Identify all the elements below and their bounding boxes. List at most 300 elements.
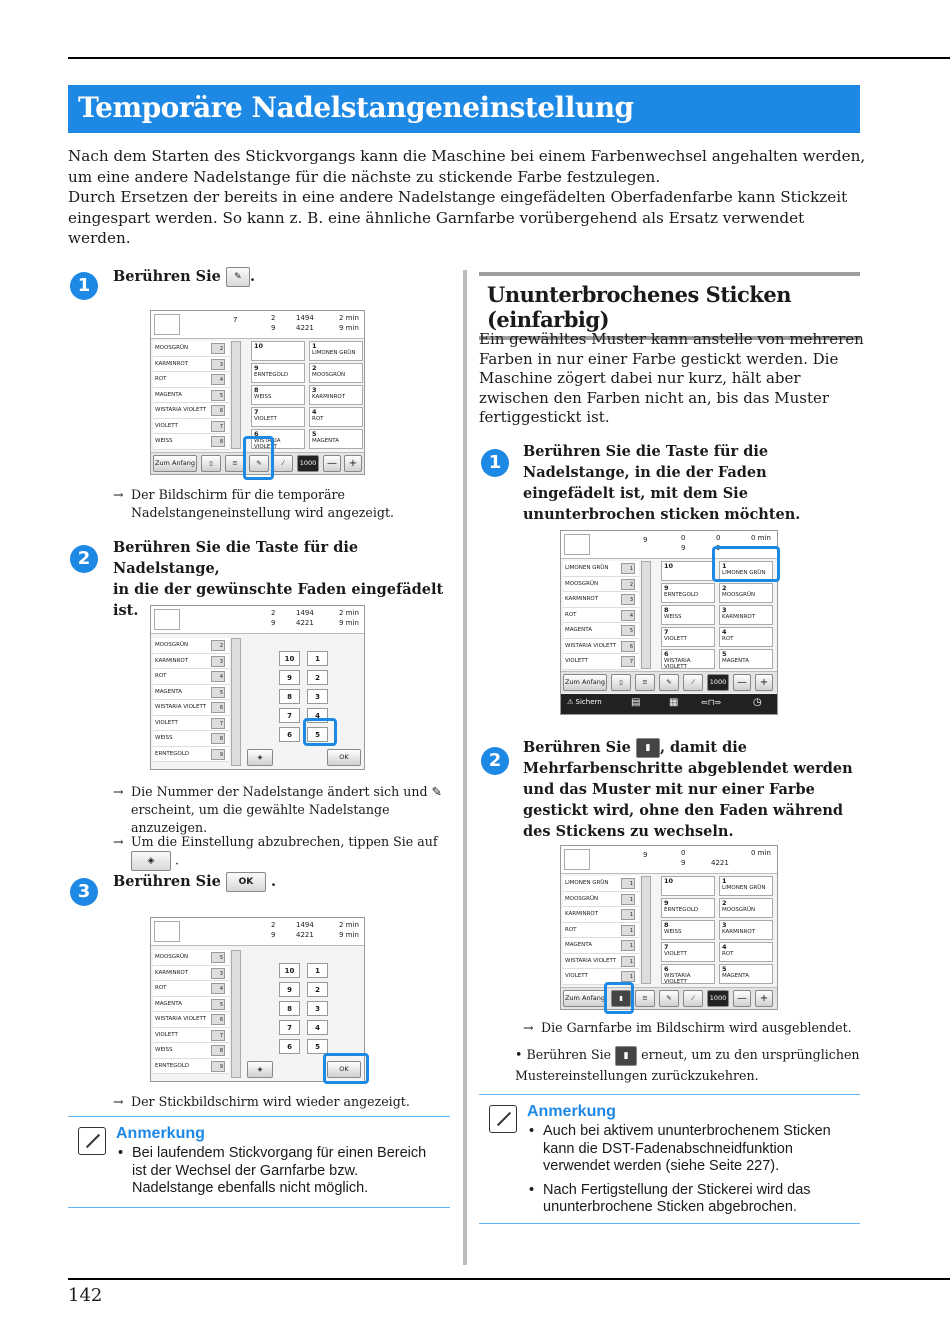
note-item: • Auch bei aktivem ununterbrochenem Sticken kann die DST-Fadenabschneidfunktion verwendet werden (siehe Seite 227).	[529, 1123, 849, 1176]
needle-number: 8	[211, 436, 225, 447]
needle-key[interactable]: 8	[279, 1001, 300, 1016]
needle-cell-number: 3	[722, 606, 727, 614]
needle-cell-number: 3	[312, 386, 317, 394]
color-row[interactable]	[153, 747, 229, 763]
intro-line: Nach dem Starten des Stickvorgangs kann die Maschine bei einem Farbenwechsel angehalten werden,	[68, 147, 866, 165]
time-done: 2 min	[339, 609, 359, 617]
needle-cell[interactable]	[661, 942, 715, 962]
step-number-r2: 2	[481, 747, 509, 775]
needle-number: 3	[621, 594, 635, 605]
color-name: KARMINROT	[155, 657, 189, 664]
screen-header	[151, 606, 364, 634]
thread-button[interactable]: ▯	[611, 674, 631, 691]
color-row[interactable]	[153, 372, 229, 388]
needle-cell-number: 2	[722, 899, 727, 907]
stitch-count: 2	[271, 609, 276, 617]
single-color-button[interactable]: ▮	[611, 990, 631, 1007]
color-row[interactable]	[153, 654, 229, 670]
needle-number: 2	[211, 343, 225, 354]
needle-number: 6	[621, 641, 635, 652]
pattern-thumbnail-icon	[564, 534, 590, 555]
needle-cell-color: ROT	[722, 636, 734, 642]
note-right	[479, 1094, 860, 1224]
needle-key[interactable]: 1	[307, 963, 328, 978]
color-row[interactable]	[563, 876, 639, 892]
needle-key[interactable]: 4	[307, 1020, 328, 1035]
needle-number: 9	[211, 749, 225, 760]
needle-cell[interactable]	[719, 605, 773, 625]
needle-number: 6	[211, 702, 225, 713]
color-row[interactable]	[563, 577, 639, 593]
stitch-total: 4221	[711, 859, 729, 867]
color-name: WISTARIA VIOLETT	[565, 957, 617, 964]
cancel-button[interactable]: ◈	[247, 749, 273, 766]
needle-key[interactable]: 3	[307, 689, 328, 704]
needle-number: 1	[621, 563, 635, 574]
color-row[interactable]	[153, 966, 229, 982]
color-name: KARMINROT	[155, 969, 189, 976]
minus-button[interactable]: —	[733, 990, 751, 1007]
color-row[interactable]	[153, 1028, 229, 1044]
needle-cell-number: 1	[722, 877, 727, 885]
color-name: KARMINROT	[565, 596, 599, 602]
step3-result-text: Der Stickbildschirm wird wieder angezeigt.	[131, 1094, 410, 1109]
step3-suffix: .	[271, 873, 277, 890]
needle-cell-color: MAGENTA	[722, 973, 749, 979]
clock-icon[interactable]: ◷	[753, 697, 762, 708]
step2-result-text: Die Nummer der Nadelstange ändert sich und	[131, 784, 428, 799]
needle-cell[interactable]	[309, 341, 363, 361]
needle-key[interactable]: 5	[307, 1039, 328, 1054]
plus-button[interactable]: +	[755, 674, 773, 691]
color-name: WEISS	[155, 735, 173, 741]
needle-key[interactable]: 7	[279, 1020, 300, 1035]
needle-cell-number: 8	[664, 921, 669, 929]
needle-cell-color: KARMINROT	[312, 394, 346, 400]
color-name: MAGENTA	[155, 1000, 182, 1007]
needle-key[interactable]: 4	[307, 708, 328, 723]
scrollbar[interactable]	[641, 876, 651, 984]
needle-cell[interactable]	[309, 363, 363, 383]
needle-cell[interactable]	[661, 583, 715, 603]
needle-cell-color: ERNTEGOLD	[664, 907, 699, 913]
needle-cell[interactable]	[661, 920, 715, 940]
needle-cell[interactable]	[661, 649, 715, 669]
needle-number: 7	[211, 718, 225, 729]
color-row[interactable]	[153, 1043, 229, 1059]
minus-button[interactable]: —	[323, 455, 341, 472]
color-name: ROT	[155, 376, 167, 382]
needle-cell[interactable]	[719, 942, 773, 962]
step1-result	[113, 486, 453, 522]
trim-button[interactable]: ⁄	[273, 455, 293, 472]
right-step2-label: Berühren Sie	[523, 739, 631, 756]
color-row[interactable]	[153, 419, 229, 435]
needle-number: 1	[621, 909, 635, 920]
needle-number: 1	[621, 925, 635, 936]
needle-cell[interactable]	[719, 964, 773, 984]
note-item: • Nach Fertigstellung der Stickerei wird das ununterbrochene Sticken abgebrochen.	[529, 1182, 849, 1217]
stitch-done: 0	[716, 534, 721, 542]
time-done: 0 min	[751, 849, 771, 857]
needle-cell-number: 10	[664, 562, 674, 570]
needle-cell-color: ERNTEGOLD	[254, 372, 289, 378]
color-name: MAGENTA	[565, 627, 592, 633]
scrollbar[interactable]	[231, 950, 241, 1078]
cancel-button[interactable]: ◈	[247, 1061, 273, 1078]
color-row[interactable]	[153, 997, 229, 1013]
right-step1-text: Berühren Sie die Taste für die Nadelstange, in die der Faden eingefädelt ist, mit dem Sie ununterbrochen sticken möchten.	[523, 443, 801, 523]
needle-cell[interactable]	[309, 385, 363, 405]
needle-number: 3	[211, 968, 225, 979]
needle-cell-color: LIMONEN GRÜN	[722, 570, 766, 576]
color-name: WISTARIA VIOLETT	[155, 1016, 207, 1022]
color-name: ERNTEGOLD	[155, 750, 190, 757]
pattern-thumbnail-icon	[154, 609, 180, 630]
color-row[interactable]	[153, 981, 229, 997]
color-name: MAGENTA	[565, 942, 592, 948]
needle-cell-number: 8	[664, 606, 669, 614]
needle-key[interactable]: 3	[307, 1001, 328, 1016]
needle-cell[interactable]	[661, 605, 715, 625]
needle-cell[interactable]	[251, 341, 305, 361]
needle-setting-button[interactable]: ✎	[659, 674, 679, 691]
needle-number: 4	[621, 610, 635, 621]
note-pencil-icon	[78, 1127, 106, 1155]
ok-key-icon: OK	[226, 872, 266, 892]
needle-cell-number: 2	[312, 364, 317, 372]
color-name: MOOSGRÜN	[155, 954, 189, 960]
needle-cell-number: 10	[254, 342, 264, 350]
needle-position-icon[interactable]: ⇐⊓⇒	[701, 698, 722, 707]
color-name: LIMONEN GRÜN	[565, 565, 609, 571]
needle-cell-number: 7	[664, 628, 669, 636]
needle-cell-color: MOOSGRÜN	[722, 907, 756, 913]
color-row[interactable]	[153, 434, 229, 450]
needle-number: 2	[621, 579, 635, 590]
color-row[interactable]	[153, 1012, 229, 1028]
color-row[interactable]	[153, 357, 229, 373]
color-row[interactable]	[563, 592, 639, 608]
color-name: WEISS	[155, 438, 173, 444]
color-name: WEISS	[155, 1047, 173, 1053]
color-skip-button[interactable]: ≡	[635, 990, 655, 1007]
needle-cell-number: 5	[312, 430, 317, 438]
needle-cell-number: 4	[312, 408, 317, 416]
needle-number: 5	[211, 999, 225, 1010]
needle-key[interactable]: 6	[279, 1039, 300, 1054]
start-button[interactable]: Zum Anfang	[563, 674, 607, 691]
step1-label: Berühren Sie	[113, 268, 221, 285]
needle-changed-icon: ✎	[431, 784, 443, 799]
ok-button[interactable]: OK	[327, 749, 361, 766]
step1-suffix: .	[249, 268, 255, 285]
color-row[interactable]	[153, 638, 229, 654]
needle-cell[interactable]	[661, 876, 715, 896]
right-step2-result-text: Die Garnfarbe im Bildschirm wird ausgeblendet.	[541, 1020, 852, 1035]
color-row[interactable]	[153, 1059, 229, 1075]
color-name: KARMINROT	[155, 360, 189, 367]
needle-cell[interactable]	[719, 898, 773, 918]
needle-setting-button[interactable]: ✎	[659, 990, 679, 1007]
total-count: 9	[681, 859, 686, 867]
needle-key[interactable]: 8	[279, 689, 300, 704]
cancel-key-icon: ◈	[131, 851, 171, 871]
lock-label: Sichern	[575, 698, 602, 706]
needle-number: 5	[211, 952, 225, 963]
stitch-done: 1494	[296, 921, 314, 929]
needle-number: 8	[211, 1045, 225, 1056]
needle-cell-color: KARMINROT	[722, 614, 756, 620]
color-row[interactable]	[563, 639, 639, 655]
highlight-box	[604, 982, 634, 1014]
needle-cell[interactable]	[719, 649, 773, 669]
needle-cell[interactable]	[719, 627, 773, 647]
needle-number: 4	[211, 374, 225, 385]
color-row[interactable]	[153, 950, 229, 966]
plus-button[interactable]: +	[755, 990, 773, 1007]
single-color-key-icon: ▮	[636, 738, 660, 758]
needle-number: 1	[621, 956, 635, 967]
color-name: VIOLETT	[155, 422, 178, 429]
color-row[interactable]	[563, 907, 639, 923]
needle-number: 1	[621, 894, 635, 905]
intro-line: um eine andere Nadelstange für die nächste zu stickende Farbe festzulegen.	[68, 167, 661, 186]
color-row[interactable]	[153, 685, 229, 701]
needle-cell-number: 4	[722, 628, 727, 636]
needle-cell[interactable]	[251, 385, 305, 405]
needle-cell[interactable]	[251, 363, 305, 383]
single-color-key-icon: ▮	[615, 1046, 637, 1066]
stitch-total: 9	[716, 544, 721, 552]
needle-number: 1	[621, 940, 635, 951]
needle-number: 8	[211, 733, 225, 744]
needle-setting-button[interactable]: ✎	[249, 455, 269, 472]
needle-key[interactable]: 7	[279, 708, 300, 723]
right-step2-result	[523, 1019, 863, 1037]
ok-button[interactable]: OK	[327, 1061, 361, 1078]
total-count: 9	[271, 619, 276, 627]
needle-cell-color: ROT	[312, 416, 324, 422]
needle-cell-color: VIOLETT	[664, 951, 687, 957]
thread-button[interactable]: ▯	[201, 455, 221, 472]
color-row[interactable]	[563, 623, 639, 639]
color-skip-button[interactable]: ≡	[225, 455, 245, 472]
step3-result	[113, 1093, 453, 1111]
step2-line: in die der gewünschte Faden eingefädelt ist.	[113, 581, 444, 619]
step2-line: Berühren Sie die Taste für die Nadelstange,	[113, 539, 359, 577]
needle-cell-color: ERNTEGOLD	[664, 592, 699, 598]
stitch-count: 0	[681, 534, 686, 542]
needle-number: 5	[211, 390, 225, 401]
note-list	[118, 1145, 438, 1204]
needle-cell-color: ROT	[722, 951, 734, 957]
needle-cell[interactable]	[719, 920, 773, 940]
color-row[interactable]	[563, 608, 639, 624]
arrow-icon: →	[113, 834, 124, 849]
color-row[interactable]	[563, 892, 639, 908]
needle-key[interactable]: 9	[279, 982, 300, 997]
lock-button[interactable]: ⚠ Sichern	[567, 698, 602, 706]
needle-key[interactable]: 6	[279, 727, 300, 742]
needle-cell-color: MOOSGRÜN	[312, 372, 346, 378]
needle-cell-color: MAGENTA	[312, 438, 339, 444]
bullet-text: erneut, um zu den ursprünglichen Mustereinstellungen zurückzukehren.	[515, 1047, 860, 1083]
plus-button[interactable]: +	[344, 455, 362, 472]
needle-key[interactable]: 5	[307, 727, 328, 742]
needle-cell[interactable]	[719, 583, 773, 603]
color-name: ROT	[565, 611, 577, 618]
needle-cell-number: 4	[722, 943, 727, 951]
step-number-1: 1	[70, 272, 98, 300]
pattern-thumbnail-icon	[154, 921, 180, 942]
highlight-box	[712, 546, 780, 582]
needle-cell-color: LIMONEN GRÜN	[312, 350, 356, 356]
speed-display: 1000	[297, 455, 319, 472]
time-done: 2 min	[339, 314, 359, 322]
right-step2-bullet: • Berühren Sie ▮ erneut, um zu den ursprünglichen Mustereinstellungen zurückzukehren.	[515, 1047, 860, 1083]
needle-cell[interactable]	[251, 407, 305, 427]
color-row[interactable]	[563, 954, 639, 970]
needle-key[interactable]: 1	[307, 651, 328, 666]
intro-line: eingespart werden. So kann z. B. eine ähnliche Garnfarbe vorübergehend als Ersatz verwendet werden.	[68, 208, 805, 247]
trim-button[interactable]: ⁄	[683, 990, 703, 1007]
needle-key[interactable]: 10	[279, 651, 300, 666]
color-list	[153, 638, 229, 762]
needle-cell[interactable]	[661, 964, 715, 984]
needle-number: 6	[211, 405, 225, 416]
note-pencil-icon	[489, 1105, 517, 1133]
color-name: MOOSGRÜN	[155, 345, 189, 351]
color-name: ERNTEGOLD	[155, 1062, 190, 1069]
color-name: WISTARIA VIOLETT	[565, 642, 617, 649]
page-icon[interactable]: ▤	[631, 697, 641, 708]
scrollbar[interactable]	[641, 561, 651, 669]
screen-toolbar	[561, 987, 777, 1009]
screen-r2	[560, 845, 778, 1010]
highlight-box	[243, 436, 274, 480]
color-row[interactable]	[153, 731, 229, 747]
stitch-total: 4221	[296, 619, 314, 627]
color-row[interactable]	[153, 716, 229, 732]
intro-text	[68, 146, 868, 249]
needle-cell-number: 1	[722, 562, 727, 570]
color-name: LIMONEN GRÜN	[565, 880, 609, 886]
note-left	[68, 1116, 450, 1208]
needle-key[interactable]: 2	[307, 982, 328, 997]
step3-text	[113, 871, 276, 892]
color-row[interactable]	[153, 388, 229, 404]
color-row[interactable]	[153, 341, 229, 357]
needle-key[interactable]: 9	[279, 670, 300, 685]
right-step2-text	[523, 737, 863, 842]
needle-key[interactable]: 2	[307, 670, 328, 685]
screen-header	[561, 846, 777, 874]
color-row[interactable]	[153, 700, 229, 716]
color-name: ROT	[565, 926, 577, 933]
color-skip-button[interactable]: ≡	[635, 674, 655, 691]
stitch-count: 0	[681, 849, 686, 857]
stitch-total: 4221	[296, 931, 314, 939]
scrollbar[interactable]	[231, 341, 241, 449]
color-row[interactable]	[563, 938, 639, 954]
stitch-done: 1494	[296, 609, 314, 617]
color-name: WISTARIA VIOLETT	[155, 704, 207, 710]
needle-cell[interactable]	[661, 627, 715, 647]
color-row[interactable]	[563, 923, 639, 939]
time-done: 2 min	[339, 921, 359, 929]
color-row[interactable]	[153, 669, 229, 685]
needle-cell-color: LIMONEN GRÜN	[722, 885, 766, 891]
needle-cell[interactable]	[719, 876, 773, 896]
color-name: WISTARIA VIOLETT	[155, 407, 207, 413]
step3-label: Berühren Sie	[113, 873, 221, 890]
screen-header	[151, 311, 364, 339]
note-list	[529, 1123, 849, 1223]
start-button[interactable]: Zum Anfang	[563, 990, 607, 1007]
speed-display: 1000	[707, 674, 729, 691]
needle-cell-number: 2	[722, 584, 727, 592]
color-name: VIOLETT	[565, 658, 588, 664]
frame-icon[interactable]: ▦	[669, 697, 679, 708]
needle-cell-number: 9	[664, 584, 669, 592]
needle-cell-number: 9	[254, 364, 259, 372]
arrow-icon: →	[113, 1094, 124, 1109]
needle-cell[interactable]	[661, 561, 715, 581]
trim-button[interactable]: ⁄	[683, 674, 703, 691]
color-row[interactable]	[153, 403, 229, 419]
needle-number: 6	[211, 1014, 225, 1025]
status-bar	[561, 694, 777, 715]
scrollbar[interactable]	[231, 638, 241, 766]
color-name: MAGENTA	[155, 391, 182, 398]
color-row[interactable]	[563, 654, 639, 670]
color-name: ROT	[155, 673, 167, 679]
start-button[interactable]: Zum Anfang	[153, 455, 197, 472]
needle-cell[interactable]	[309, 407, 363, 427]
needle-number: 7	[621, 656, 635, 667]
color-list	[563, 876, 639, 985]
speed-display: 1000	[707, 990, 729, 1007]
stitch-count: 2	[271, 314, 276, 322]
section-title: Ununterbrochenes Sticken (einfarbig)	[487, 282, 791, 332]
minus-button[interactable]: —	[733, 674, 751, 691]
needle-number: 3	[211, 359, 225, 370]
needle-key[interactable]: 10	[279, 963, 300, 978]
page-title: Temporäre Nadelstangeneinstellung	[78, 91, 634, 124]
color-count: 9	[643, 536, 648, 544]
step1-text	[113, 266, 255, 287]
color-list	[563, 561, 639, 670]
needle-cell[interactable]	[661, 898, 715, 918]
needle-cell-color: WISTARIA VIOLETT	[254, 438, 281, 450]
step2-result-text: erscheint, um die gewählte Nadelstange anzuzeigen.	[131, 802, 390, 835]
stitch-total: 4221	[296, 324, 314, 332]
needle-cell[interactable]	[309, 429, 363, 449]
stitch-count: 2	[271, 921, 276, 929]
needle-cell-color: MOOSGRÜN	[722, 592, 756, 598]
needle-cell-color: VIOLETT	[664, 636, 687, 642]
color-name: MAGENTA	[155, 688, 182, 695]
page-number: 142	[68, 1285, 103, 1306]
top-rule	[68, 57, 950, 59]
color-row[interactable]	[563, 561, 639, 577]
highlight-box	[323, 1053, 369, 1084]
needle-cell-color: WEISS	[254, 394, 272, 400]
needle-cell-number: 6	[664, 965, 669, 973]
needle-number: 1	[621, 878, 635, 889]
needle-number: 3	[211, 656, 225, 667]
